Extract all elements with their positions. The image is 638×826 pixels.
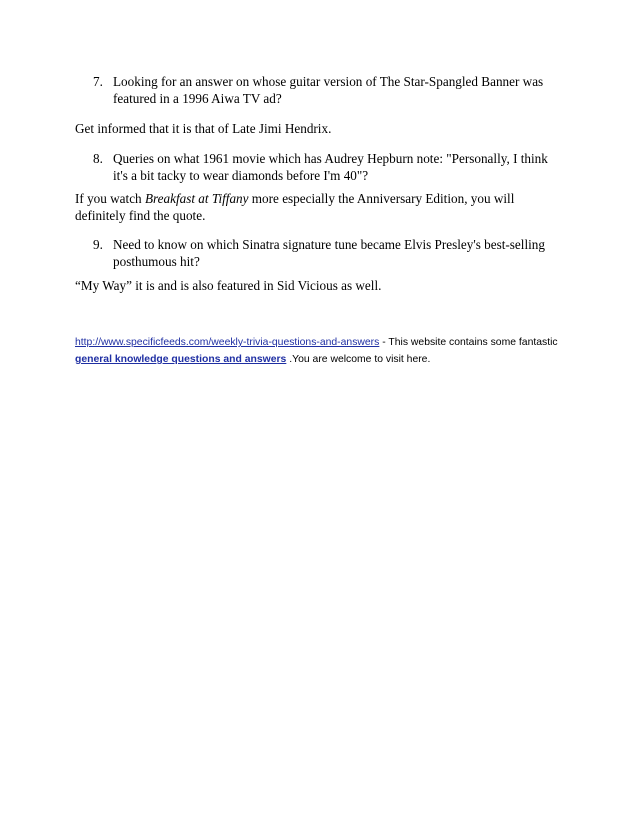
question-text: Queries on what 1961 movie which has Audrey Hepburn note: "Personally, I think it's a bit tacky to wear diamonds before I'm 40"? [113,151,548,183]
movie-title: Breakfast at Tiffany [144,191,249,206]
answer-suffix: more especially the Anniversary Edition, you will definitely find the quote. [75,191,515,223]
footer-text: - This website contains some fantastic [379,337,558,348]
website-link[interactable]: http://www.specificfeeds.com/weekly-trivia-questions-and-answers [75,337,380,348]
question-number: 8. [93,151,103,166]
answer-text: “My Way” it is and is also featured in Sid Vicious as well. [75,278,382,293]
footer-paragraph [75,334,575,368]
question-number: 7. [93,74,103,89]
answer-text: Get informed that it is that of Late Jimi Hendrix. [75,121,332,136]
question-text: Need to know on which Sinatra signature tune became Elvis Presley's best-selling posthumous hit? [113,237,545,269]
question-item-7 [93,73,565,107]
knowledge-link[interactable]: general knowledge questions and answers [75,354,287,365]
question-item-8 [93,150,565,184]
question-item-9 [93,236,565,270]
footer-text-end: .You are welcome to visit here. [286,354,431,365]
answer-text [75,190,565,224]
answer-prefix: If you watch [75,191,145,206]
question-number: 9. [93,237,103,252]
question-text: Looking for an answer on whose guitar version of The Star-Spangled Banner was featured in a 1996 Aiwa TV ad? [113,74,544,106]
